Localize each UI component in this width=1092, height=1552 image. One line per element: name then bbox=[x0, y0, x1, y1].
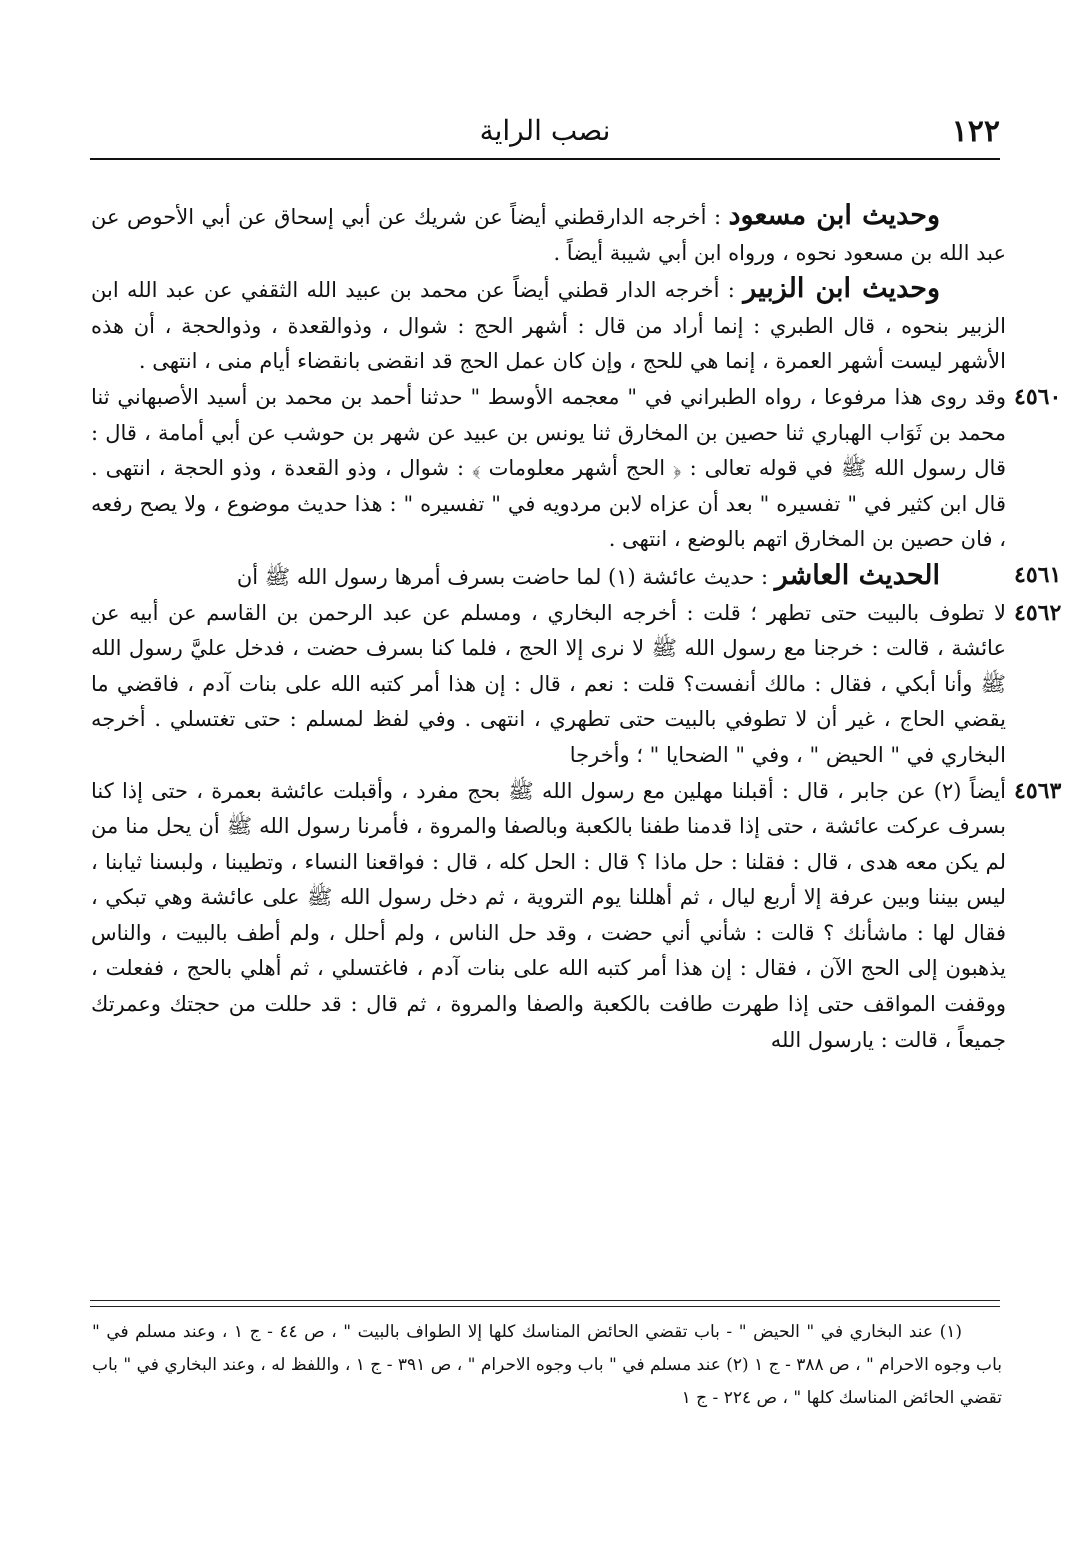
footnote-divider bbox=[90, 1300, 1000, 1301]
paragraph-4562 bbox=[91, 596, 1062, 774]
paragraph-lead: وحديث ابن مسعود bbox=[728, 200, 940, 231]
paragraph-text: أيضاً (٢) عن جابر ، قال : أقبلنا مهلين مع رسول الله ﷺ بحج مفرد ، وأقبلت عائشة بعمرة ، حتى إذا كنا بسرف عركت عائشة ، حتى إذا قدمنا طفنا بالكعبة وبالصفا والمروة ، فأمرنا رسول الله ﷺ أن يحل منا من لم يكن معه هدى ، قال : فقلنا : حل ماذا ؟ قال : الحل كله ، قال : فواقعنا النساء ، وتطيبنا ، ولبسنا ثيابنا ، ليس بيننا وبين عرفة إلا أربع ليال ، ثم أهللنا يوم التروية ، ثم دخل رسول الله ﷺ على عائشة وهي تبكي ، فقال لها : ماشأنك ؟ قالت : شأني أني حضت ، وقد حل الناس ، ولم أحلل ، ولم أطف بالبيت ، والناس يذهبون إلى الحج الآن ، فقال : إن هذا أمر كتبه الله على بنات آدم ، فاغتسلي ، ثم أهلي بالحج ، ففعلت ، ووقفت المواقف حتى إذا طهرت طافت بالكعبة والصفا والمروة ، ثم قال : قد حللت من حجتك وعمرتك جميعاً ، قالت : يارسول الله bbox=[91, 778, 1006, 1052]
hadith-number: ٤٥٦١ bbox=[1014, 561, 1062, 588]
paragraph-lead: الحديث العاشر bbox=[774, 559, 940, 591]
hadith-number: ٤٥٦٣ bbox=[1014, 777, 1062, 804]
footnote-divider-secondary bbox=[90, 1306, 1000, 1307]
paragraph-lead: وحديث ابن الزبير bbox=[743, 273, 941, 305]
paragraph-ibn-zubair bbox=[91, 271, 1006, 380]
main-text bbox=[91, 198, 1062, 1288]
paragraph-text: : أخرجه الدارقطني أيضاً عن شريك عن أبي إسحاق عن أبي الأحوص عن عبد الله بن مسعود نحوه ، ورواه ابن أبي شيبة أيضاً . bbox=[91, 205, 1006, 265]
hadith-number: ٤٥٦٠ bbox=[1014, 383, 1062, 410]
running-title: نصب الراية bbox=[479, 114, 611, 147]
page-number: ١٢٢ bbox=[951, 114, 1000, 149]
paragraph-text: : أخرجه الدار قطني أيضاً عن محمد بن عبيد الله الثقفي عن عبد الله ابن الزبير بنحوه ، قال الطبري : إنما أراد من قال : أشهر الحج : شوال ، وذوالقعدة ، وذوالحجة ، أن هذه الأشهر ليست أشهر العمرة ، إنما هي للحج ، وإن كان عمل الحج قد انقضى بانقضاء أيام منى ، انتهى . bbox=[91, 278, 1006, 374]
paragraph-text: : حديث عائشة (١) لما حاضت بسرف أمرها رسول الله ﷺ أن bbox=[236, 564, 775, 589]
paragraph-ibn-masud bbox=[91, 198, 1006, 271]
paragraph-text: لا تطوف بالبيت حتى تطهر ؛ قلت : أخرجه البخاري ، ومسلم عن عبد الرحمن بن القاسم عن أبيه عن عائشة ، قالت : خرجنا مع رسول الله ﷺ لا نرى إلا الحج ، فلما كنا بسرف حضت ، فدخل عليَّ رسول الله ﷺ وأنا أبكي ، فقال : مالك أنفست؟ قلت : نعم ، قال : إن هذا أمر كتبه الله على بنات آدم ، فاقضي ما يقضي الحاج ، غير أن لا تطوفي بالبيت حتى تطهري ، انتهى . وفي لفظ لمسلم : حتى تغتسلي . أخرجه البخاري في " الحيض " ، وفي " الضحايا " ؛ وأخرجا bbox=[91, 600, 1006, 767]
footnotes bbox=[92, 1316, 1002, 1415]
paragraph-4563 bbox=[91, 774, 1062, 1059]
paragraph-4561 bbox=[91, 558, 1062, 596]
page-header bbox=[90, 108, 1000, 160]
hadith-number: ٤٥٦٢ bbox=[1014, 599, 1062, 626]
footnote-text: (١) عند البخاري في " الحيض " - باب تقضي الحائض المناسك كلها إلا الطواف بالبيت " ، ص ٤٤ - ج ١ ، وعند مسلم في " باب وجوه الاحرام " ، ص ٣٨٨ - ج ١ (٢) عند مسلم في " باب وجوه الاحرام " ، ص ٣٩١ - ج ١ ، واللفظ له ، وعند البخاري في " باب تقضي الحائض المناسك كلها " ، ص ٢٢٤ - ج ١ bbox=[92, 1322, 1002, 1408]
paragraph-text: وقد روى هذا مرفوعا ، رواه الطبراني في " معجمه الأوسط " حدثنا أحمد بن محمد بن أسيد الأصبهاني ثنا محمد بن ثَوَاب الهباري ثنا حصين بن المخارق ثنا يونس بن عبيد عن شهر بن حوشب عن أبي أمامة ، قال : قال رسول الله ﷺ في قوله تعالى : ﴿ الحج أشهر معلومات ﴾ : شوال ، وذو القعدة ، وذو الحجة ، انتهى . قال ابن كثير في " تفسيره " بعد أن عزاه لابن مردويه في " تفسيره " : هذا حديث موضوع ، ولا يصح رفعه ، فان حصين بن المخارق اتهم بالوضع ، انتهى . bbox=[91, 384, 1006, 552]
paragraph-4560 bbox=[91, 380, 1062, 558]
